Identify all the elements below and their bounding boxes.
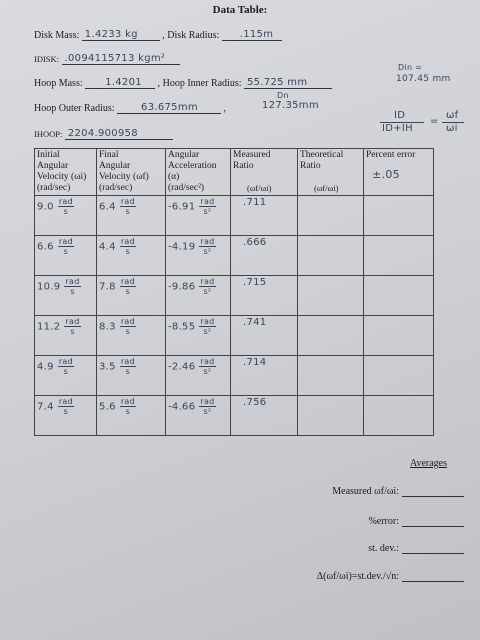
cell-initial-velocity-value: 6.6: [37, 241, 54, 253]
unit-fraction: rad s: [120, 197, 135, 216]
cell-final-velocity: [97, 316, 166, 356]
ihoop-field: [65, 127, 173, 140]
cell-measured-ratio-value: .756: [243, 397, 267, 408]
cell-theoretical-ratio: [298, 196, 364, 236]
cell-percent-error: [364, 276, 434, 316]
cell-initial-velocity: [35, 236, 97, 276]
cell-acceleration: [166, 196, 231, 236]
data-table: [34, 148, 434, 436]
unit-fraction: rad s: [58, 197, 73, 216]
cell-final-velocity: [97, 196, 166, 236]
avg-measured-line: [332, 484, 464, 497]
cell-final-velocity: [97, 236, 166, 276]
hoop-inner-label: , Hoop Inner Radius:: [157, 78, 242, 89]
cell-acceleration-value: -4.19: [168, 241, 196, 253]
idisk-line: [34, 52, 180, 65]
dn-note: Dn: [277, 91, 289, 100]
cell-measured-ratio: [231, 356, 298, 396]
unit-fraction: rad s²: [200, 357, 215, 376]
cell-initial-velocity: [35, 316, 97, 356]
unit-fraction: rad s: [120, 317, 135, 336]
unit-fraction: rad s²: [200, 397, 215, 416]
header-acceleration: Angular Acceleration (α) (rad/sec²): [166, 149, 231, 196]
inertia-ratio-formula: [380, 110, 472, 150]
disk-line: [34, 28, 282, 41]
hoop-outer-line: Hoop Outer Radius: 63.675mm ,: [34, 102, 227, 114]
cell-final-velocity-value: 5.6: [99, 401, 116, 413]
cell-percent-error: [364, 196, 434, 236]
unit-fraction: rad s: [65, 317, 80, 336]
avg-error-line: [368, 514, 464, 527]
cell-initial-velocity-value: 4.9: [37, 361, 54, 373]
cell-measured-ratio: [231, 196, 298, 236]
table-header-row: [35, 149, 434, 196]
hoop-inner-field: [244, 76, 332, 89]
page-title: Data Table:: [212, 4, 268, 16]
cell-initial-velocity: [35, 196, 97, 236]
disk-mass-value: 1.4233 kg: [84, 29, 138, 40]
table-row: [35, 196, 434, 236]
idisk-field: [62, 52, 180, 65]
cell-measured-ratio: [231, 316, 298, 356]
unit-fraction: rad s²: [200, 197, 215, 216]
avg-error-field: [402, 514, 464, 527]
table-row: [35, 236, 434, 276]
hoop-mass-label: Hoop Mass:: [34, 78, 83, 89]
hoop-outer-field: [117, 101, 221, 114]
unit-fraction: rad s: [120, 357, 135, 376]
hoop-mass-value: 1.4201: [105, 77, 142, 88]
cell-initial-velocity-value: 10.9: [37, 281, 61, 293]
cell-acceleration: [166, 236, 231, 276]
cell-final-velocity-value: 8.3: [99, 321, 116, 333]
cell-measured-ratio-value: .715: [243, 277, 267, 288]
cell-initial-velocity-value: 9.0: [37, 201, 54, 213]
avg-stdev-field: [402, 541, 464, 554]
hoop-mass-field: [85, 76, 155, 89]
avg-measured-field: [402, 484, 464, 497]
cell-measured-ratio-value: .714: [243, 357, 267, 368]
disk-mass-field: [82, 28, 160, 41]
din-note: Din =: [398, 63, 423, 72]
formula-rhs-top: ωf: [446, 110, 459, 121]
dn-value: 127.35mm: [262, 100, 319, 111]
unit-fraction: rad s: [120, 277, 135, 296]
cell-final-velocity: [97, 356, 166, 396]
cell-acceleration-value: -2.46: [168, 361, 196, 373]
idisk-label: IDISK:: [34, 54, 60, 64]
header-percent-error: Percent error ±.05: [364, 149, 434, 196]
hoop-outer-value: 63.675mm: [141, 102, 198, 113]
table-row: [35, 356, 434, 396]
cell-measured-ratio-value: .666: [243, 237, 267, 248]
cell-measured-ratio: [231, 236, 298, 276]
hoop-outer-label: Hoop Outer Radius:: [34, 103, 115, 114]
formula-numerator: ID: [394, 110, 406, 121]
formula-rhs-bottom: ωi: [446, 123, 458, 134]
avg-delta-line: [317, 569, 464, 582]
unit-fraction: rad s: [58, 237, 73, 256]
cell-measured-ratio: [231, 396, 298, 436]
unit-fraction: rad s: [58, 357, 73, 376]
cell-final-velocity: [97, 276, 166, 316]
din-value: 107.45 mm: [396, 74, 451, 84]
header-initial: Initial Angular Velocity (ωi) (rad/sec): [35, 149, 97, 196]
cell-percent-error: [364, 356, 434, 396]
unit-fraction: rad s: [120, 397, 135, 416]
cell-initial-velocity-value: 11.2: [37, 321, 61, 333]
cell-theoretical-ratio: [298, 356, 364, 396]
unit-fraction: rad s: [120, 237, 135, 256]
cell-percent-error: [364, 316, 434, 356]
header-final: Final Angular Velocity (ωf) (rad/sec): [97, 149, 166, 196]
cell-acceleration: [166, 316, 231, 356]
ihoop-label: IHOOP:: [34, 129, 63, 139]
disk-mass-label: Disk Mass:: [34, 30, 80, 41]
cell-measured-ratio-value: .711: [243, 197, 267, 208]
avg-error-label: %error:: [368, 516, 399, 527]
header-theoretical: Theoretical Ratio (ωf/ωi): [298, 149, 364, 196]
cell-percent-error: [364, 396, 434, 436]
unit-fraction: rad s²: [200, 317, 215, 336]
cell-initial-velocity: [35, 356, 97, 396]
cell-acceleration: [166, 276, 231, 316]
hoop-line: [34, 76, 332, 89]
cell-final-velocity-value: 4.4: [99, 241, 116, 253]
ihoop-line: [34, 127, 173, 140]
disk-radius-value: .115m: [239, 29, 274, 40]
cell-acceleration: [166, 356, 231, 396]
cell-acceleration-value: -9.86: [168, 281, 196, 293]
cell-initial-velocity: [35, 396, 97, 436]
cell-percent-error: [364, 236, 434, 276]
avg-delta-field: [402, 569, 464, 582]
formula-denominator: ID+IH: [382, 123, 413, 134]
unit-fraction: rad s: [58, 397, 73, 416]
table-row: [35, 396, 434, 436]
disk-radius-field: [222, 28, 282, 41]
table-row: [35, 316, 434, 356]
cell-theoretical-ratio: [298, 316, 364, 356]
cell-theoretical-ratio: [298, 276, 364, 316]
hoop-inner-value: 55.725 mm: [247, 77, 308, 88]
cell-final-velocity-value: 3.5: [99, 361, 116, 373]
percent-error-note: ±.05: [372, 168, 400, 181]
cell-final-velocity-value: 6.4: [99, 201, 116, 213]
cell-final-velocity-value: 7.8: [99, 281, 116, 293]
avg-delta-label: Δ(ωf/ωi)=st.dev./√n:: [316, 571, 399, 582]
cell-acceleration-value: -6.91: [168, 201, 196, 213]
header-measured: Measured Ratio (ωf/ωi): [231, 149, 298, 196]
cell-initial-velocity-value: 7.4: [37, 401, 54, 413]
cell-measured-ratio-value: .741: [243, 317, 267, 328]
idisk-value: .0094115713 kgm²: [64, 53, 166, 64]
cell-acceleration-value: -4.66: [168, 401, 196, 413]
cell-acceleration-value: -8.55: [168, 321, 196, 333]
cell-final-velocity: [97, 396, 166, 436]
avg-stdev-label: st. dev.:: [368, 543, 399, 554]
disk-radius-label: , Disk Radius:: [162, 30, 220, 41]
cell-theoretical-ratio: [298, 396, 364, 436]
formula-equals: =: [430, 116, 439, 127]
unit-fraction: rad s²: [200, 237, 215, 256]
cell-initial-velocity: [35, 276, 97, 316]
cell-measured-ratio: [231, 276, 298, 316]
table-row: [35, 276, 434, 316]
unit-fraction: rad s: [65, 277, 80, 296]
cell-theoretical-ratio: [298, 236, 364, 276]
ihoop-value: 2204.900958: [67, 128, 138, 139]
unit-fraction: rad s²: [200, 277, 215, 296]
avg-stdev-line: [368, 541, 464, 554]
cell-acceleration: [166, 396, 231, 436]
averages-title: Averages: [410, 458, 448, 469]
avg-measured-label: Measured ωf/ωi:: [332, 486, 399, 497]
